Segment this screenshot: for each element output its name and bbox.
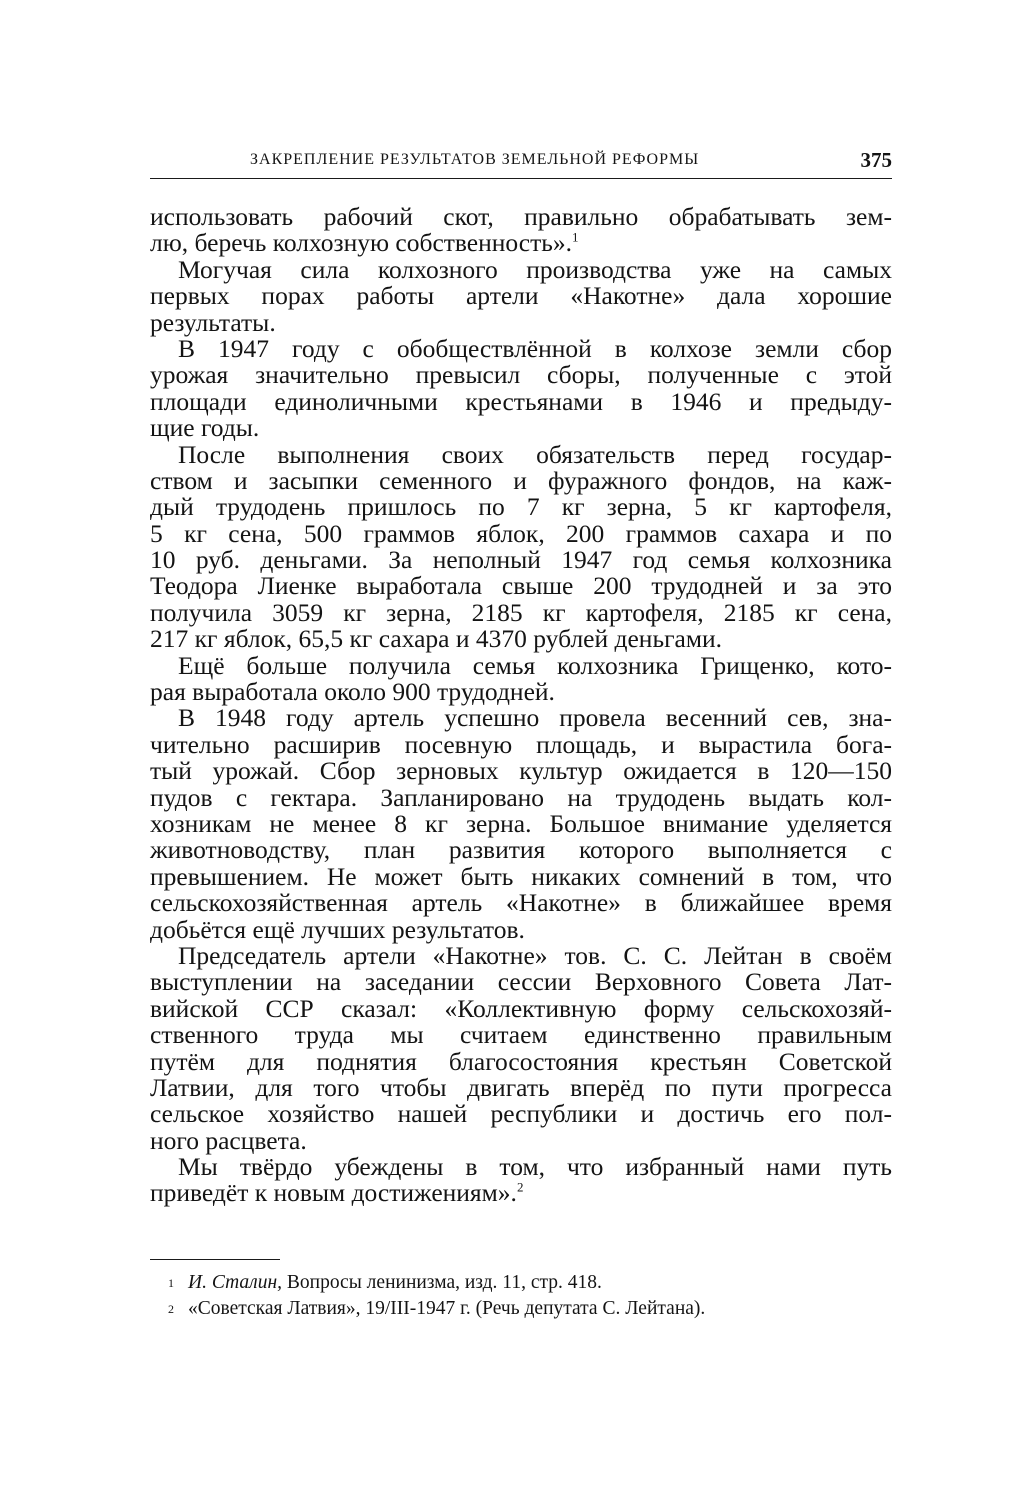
text-line: использовать рабочий скот, правильно обрабатывать зем- [150, 202, 892, 231]
text-line: путём для поднятия благосостояния крестьян Советской [150, 1046, 892, 1076]
main-text [150, 204, 892, 1207]
text-line: рая выработала около 900 трудодней. [150, 677, 555, 707]
text-line: 10 руб. деньгами. За неполный 1947 год семья колхозника [150, 545, 892, 575]
footnote-ref: 2 [516, 1179, 524, 1195]
text-line: пудов с гектара. Запланировано на трудодень выдать кол- [150, 782, 892, 812]
text-line: превышением. Не может быть никаких сомнений в том, что [150, 861, 892, 891]
footnote-1 [168, 1270, 888, 1296]
footnote-author: И. Сталин, [188, 1272, 282, 1293]
text-line: чительно расширив посевную площадь, и вырастила бога- [150, 729, 892, 759]
text-line: 5 кг сена, 500 граммов яблок, 200 граммов сахара и по [150, 518, 892, 548]
footnote-ref: 1 [572, 229, 579, 245]
text-line: хозникам не менее 8 кг зерна. Большое внимание уделяется [150, 808, 892, 838]
text-line: В 1948 году артель успешно провела весенний сев, зна- [178, 703, 892, 733]
text-line: тый урожай. Сбор зерновых культур ожидается в 120—150 [150, 756, 892, 786]
text-line: ного расцвета. [150, 1125, 307, 1155]
footnote-2 [168, 1296, 888, 1322]
text-line [150, 1180, 892, 1206]
text-line: После выполнения своих обязательств перед государ- [178, 439, 892, 469]
footnote-mark: 1 [168, 1276, 174, 1290]
text-line-content: приведёт к новым достижениям». [150, 1178, 517, 1208]
text-line: Латвии, для того чтобы двигать вперёд по пути прогресса [150, 1072, 892, 1102]
running-header [150, 148, 892, 179]
text-line: Ещё больше получила семья колхозника Грищенко, кото- [178, 650, 892, 680]
page-number: 375 [860, 148, 892, 172]
text-line: Мы твёрдо убеждены в том, что избранный нами путь [178, 1152, 892, 1182]
text-line: Председатель артели «Накотне» тов. С. С. Лейтан в своём [178, 940, 892, 970]
text-line: сельскохозяйственная артель «Накотне» в ближайшее время [150, 888, 892, 918]
text-line: результаты. [150, 307, 276, 337]
text-line: выступлении на заседании сессии Верховного Совета Лат- [150, 967, 892, 997]
text-line: первых порах работы артели «Накотне» дала хорошие [150, 281, 892, 311]
text-line [150, 230, 892, 256]
text-line: площади единоличными крестьянами в 1946 и предыду- [150, 386, 892, 416]
footnote-mark: 2 [168, 1302, 174, 1316]
text-line: дый трудодень пришлось по 7 кг зерна, 5 кг картофеля, [150, 492, 892, 522]
text-line: получила 3059 кг зерна, 2185 кг картофеля, 2185 кг сена, [150, 597, 892, 627]
footnote-text: «Советская Латвия», 19/III-1947 г. (Речь депутата С. Лейтана). [188, 1298, 706, 1319]
text-line: животноводству, план развития которого выполняется с [150, 835, 892, 865]
text-line: ством и засыпки семенного и фуражного фондов, на каж- [150, 465, 892, 495]
text-line: щие годы. [150, 413, 260, 443]
text-line: В 1947 году с обобществлённой в колхозе земли сбор [178, 333, 892, 363]
text-line: сельское хозяйство нашей республики и достичь его пол- [150, 1099, 892, 1129]
text-line-content: лю, беречь колхозную собственность». [150, 228, 573, 258]
running-title: ЗАКРЕПЛЕНИЕ РЕЗУЛЬТАТОВ ЗЕМЕЛЬНОЙ РЕФОРМЫ [250, 151, 700, 168]
text-line: вийской ССР сказал: «Коллективную форму сельскохозяй- [150, 993, 892, 1023]
footnote-divider [150, 1259, 280, 1260]
text-line: урожая значительно превысил сборы, полученные с этой [150, 360, 892, 390]
text-line: ственного труда мы считаем единственно правильным [150, 1020, 892, 1050]
text-line: добьётся ещё лучших результатов. [150, 914, 525, 944]
text-line: Могучая сила колхозного производства уже на самых [178, 254, 892, 284]
footnotes [168, 1270, 888, 1322]
footnote-text: Вопросы ленинизма, изд. 11, стр. 418. [286, 1272, 602, 1293]
text-line: Теодора Лиенке выработала свыше 200 трудодней и за это [150, 571, 892, 601]
text-line: 217 кг яблок, 65,5 кг сахара и 4370 рублей деньгами. [150, 624, 723, 654]
